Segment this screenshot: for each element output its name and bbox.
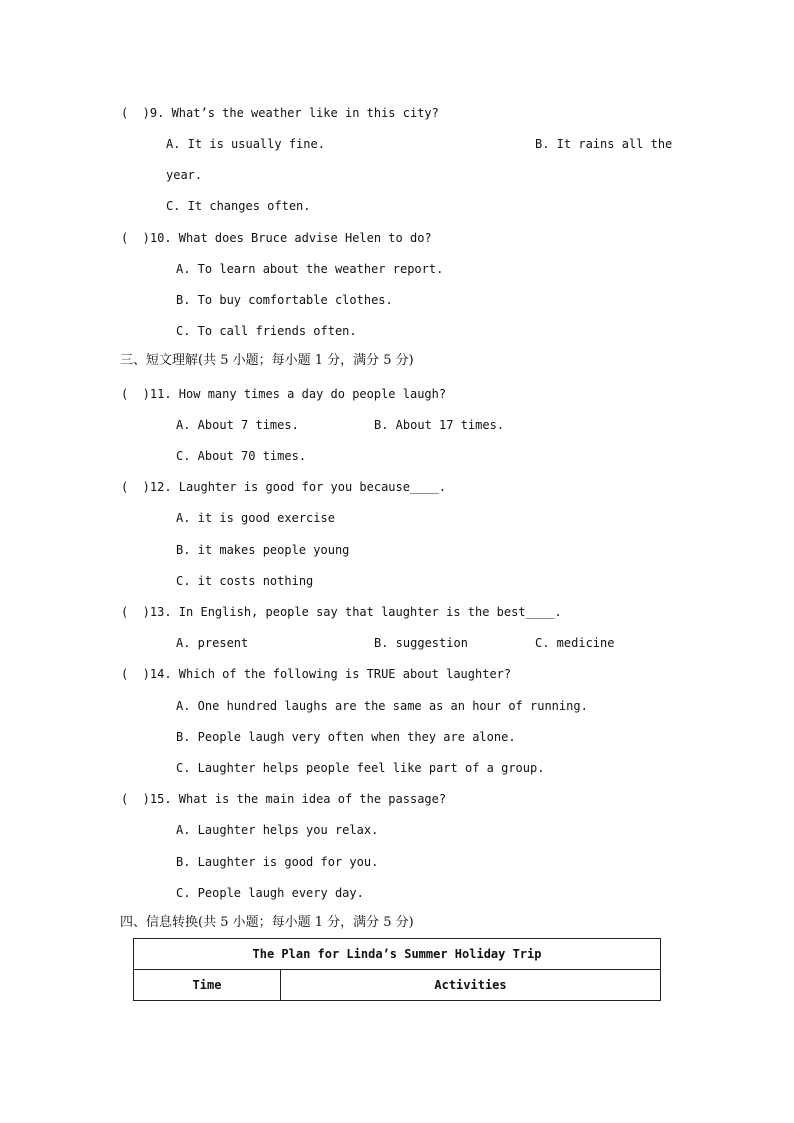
q10-option-c: C. To call friends often.: [176, 324, 357, 338]
q14-option-a: A. One hundred laughs are the same as an hour of running.: [176, 699, 588, 713]
q11-option-c: C. About 70 times.: [176, 449, 307, 463]
q15-option-b: B. Laughter is good for you.: [176, 855, 379, 869]
q12-option-a: A. it is good exercise: [176, 511, 335, 525]
q13-option-a: A. present: [176, 636, 249, 650]
q9-stem: ( )9. What’s the weather like in this city?: [121, 106, 439, 120]
q9-option-c: C. It changes often.: [166, 199, 311, 213]
q14-stem: ( )14. Which of the following is TRUE about laughter?: [121, 667, 512, 681]
q14-option-c: C. Laughter helps people feel like part of a group.: [176, 761, 545, 775]
q9-option-b-continued: year.: [166, 168, 203, 182]
q13-option-b: B. suggestion: [374, 636, 468, 650]
plan-table-header-row: [134, 970, 661, 1001]
q14-option-b: B. People laugh very often when they are alone.: [176, 730, 516, 744]
plan-table-col-activities: Activities: [281, 970, 661, 1001]
q10-option-a: A. To learn about the weather report.: [176, 262, 444, 276]
q9-option-a: A. It is usually fine.: [166, 137, 325, 151]
q13-option-c: C. medicine: [535, 636, 615, 650]
q15-option-a: A. Laughter helps you relax.: [176, 823, 379, 837]
plan-table-title: The Plan for Linda’s Summer Holiday Trip: [134, 939, 661, 970]
q9-option-b: B. It rains all the: [535, 137, 673, 151]
q12-stem: ( )12. Laughter is good for you because____.: [121, 480, 447, 494]
plan-table-col-time: Time: [134, 970, 281, 1001]
q11-stem: ( )11. How many times a day do people laugh?: [121, 387, 447, 401]
section-3-heading: 三、短文理解(共 5 小题；每小题 1 分，满分 5 分): [120, 353, 414, 368]
q15-option-c: C. People laugh every day.: [176, 886, 364, 900]
section-4-heading: 四、信息转换(共 5 小题；每小题 1 分，满分 5 分): [120, 915, 414, 930]
q13-stem: ( )13. In English, people say that laughter is the best____.: [121, 605, 562, 619]
q11-option-a: A. About 7 times.: [176, 418, 299, 432]
q12-option-b: B. it makes people young: [176, 543, 350, 557]
q10-option-b: B. To buy comfortable clothes.: [176, 293, 393, 307]
plan-table: [133, 938, 661, 1001]
q10-stem: ( )10. What does Bruce advise Helen to do?: [121, 231, 432, 245]
q12-option-c: C. it costs nothing: [176, 574, 314, 588]
q11-option-b: B. About 17 times.: [374, 418, 505, 432]
plan-table-title-row: [134, 939, 661, 970]
q15-stem: ( )15. What is the main idea of the passage?: [121, 792, 447, 806]
